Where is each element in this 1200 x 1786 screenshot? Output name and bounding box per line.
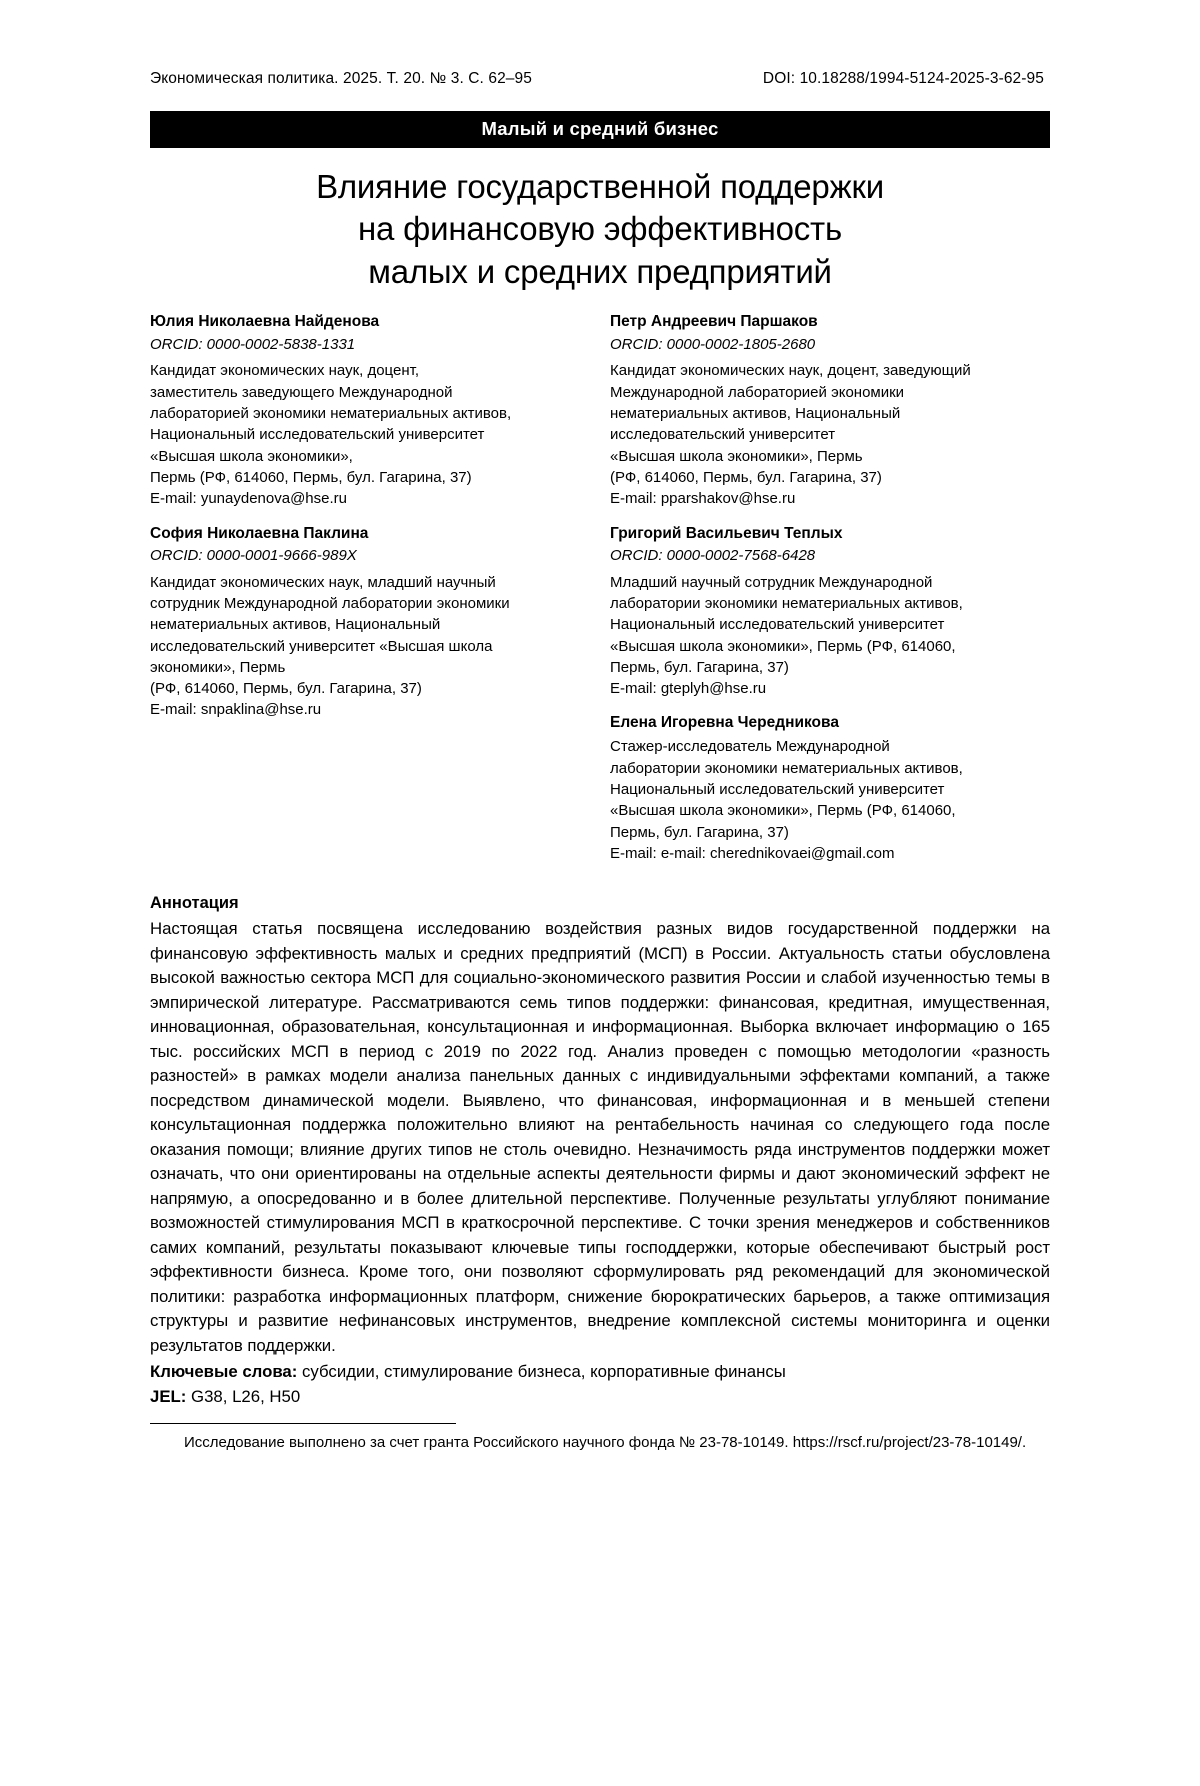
affiliation-line: сотрудник Международной лаборатории экономики — [150, 594, 510, 612]
funding-footnote — [150, 1432, 1050, 1453]
page-title — [150, 166, 1050, 295]
affiliation-line: нематериальных активов, Национальный — [150, 616, 441, 634]
affiliation-line: заместитель заведующего Международной — [150, 383, 453, 401]
authors-section — [150, 312, 1050, 878]
affiliation-line: Младший научный сотрудник Международной — [610, 573, 933, 591]
abstract-section — [150, 894, 1050, 1409]
affiliation-line: Кандидат экономических наук, доцент, — [150, 362, 419, 380]
jel-codes — [150, 1385, 1050, 1410]
affiliation-line: исследовательский университет — [610, 426, 836, 444]
author-email[interactable]: E-mail: snpaklina@hse.ru — [150, 701, 322, 719]
abstract-paragraph: Настоящая статья посвящена исследованию воздействия разных видов государственной поддержки на финансовую эффективность малых и средних предприятий (МСП) в России. Актуальность статьи обусловлена высокой важностью сектора МСП для социально-экономического развития России и слабой изученностью темы в эмпирической литературе. Рассматриваются семь типов поддержки: финансовая, кредитная, имущественная, инновационная, образовательная, консультационная и информационная. Выборка включает информацию о 165 тыс. российских МСП в период с 2019 по 2022 год. Анализ проведен с помощью методологии «разность разностей» в рамках модели анализа панельных данных с индивидуальными эффектами компаний, а также посредством динамической модели. Выявлено, что финансовая, информационная и в меньшей степени консультационная поддержка положительно влияют на рентабельность начиная со следующего года после оказания помощи; влияние других типов не столь очевидно. Незначимость ряда инструментов поддержки может означать, что они ориентированы на отдельные аспекты деятельности фирмы и дают экономический эффект не напрямую, а опосредованно и в более длительной перспективе. Полученные результаты углубляют понимание возможностей стимулирования МСП в краткосрочной перспективе. С точки зрения менеджеров и собственников самих компаний, результаты показывают ключевые типы господдержки, которые обеспечивают быстрый рост эффективности бизнеса. Кроме того, они позволяют сформулировать ряд рекомендаций для экономической политики: разработка информационных платформ, снижение бюрократических барьеров, а также оптимизация структуры и развитие нефинансовых инструментов, внедрение комплексной системы мониторинга и оценки результатов поддержки. — [150, 919, 1050, 1355]
author-affiliation — [610, 736, 1050, 842]
jel-label: JEL: — [150, 1386, 187, 1406]
affiliation-line: Национальный исследовательский университет — [610, 616, 945, 634]
affiliation-line: Национальный исследовательский университет — [150, 426, 485, 444]
author-orcid[interactable]: ORCID: 0000-0001-9666-989X — [150, 547, 357, 565]
author-name: Петр Андреевич Паршаков — [610, 313, 818, 331]
title-line-1: Влияние государственной поддержки — [316, 167, 884, 205]
affiliation-line: Стажер-исследователь Международной — [610, 738, 890, 756]
keywords-label: Ключевые слова: — [150, 1362, 298, 1382]
author-block — [610, 713, 1050, 864]
affiliation-line: Пермь, бул. Гагарина, 37) — [610, 658, 789, 676]
affiliation-line: Национальный исследовательский университет — [610, 780, 945, 798]
abstract-heading: Аннотация — [150, 894, 239, 913]
author-block — [610, 312, 1050, 509]
keywords — [150, 1360, 1050, 1385]
author-block — [610, 524, 1050, 700]
author-affiliation — [610, 572, 1050, 678]
affiliation-line: Пермь (РФ, 614060, Пермь, бул. Гагарина, 37) — [150, 468, 472, 486]
author-affiliation — [150, 360, 578, 488]
author-affiliation — [610, 360, 1050, 488]
author-orcid[interactable]: ORCID: 0000-0002-1805-2680 — [610, 336, 816, 354]
author-email[interactable]: E-mail: e-mail: cherednikovaei@gmail.com — [610, 844, 895, 862]
affiliation-line: нематериальных активов, Национальный — [610, 405, 901, 423]
author-email[interactable]: E-mail: gteplyh@hse.ru — [610, 680, 767, 698]
author-orcid[interactable]: ORCID: 0000-0002-7568-6428 — [610, 547, 816, 565]
author-block — [150, 312, 578, 509]
affiliation-line: лаборатории экономики нематериальных активов, — [610, 759, 963, 777]
affiliation-line: (РФ, 614060, Пермь, бул. Гагарина, 37) — [610, 468, 882, 486]
affiliation-line: «Высшая школа экономики», — [150, 447, 353, 465]
affiliation-line: «Высшая школа экономики», Пермь (РФ, 614060, — [610, 637, 956, 655]
title-line-3: малых и средних предприятий — [368, 253, 832, 291]
author-email[interactable]: E-mail: yunaydenova@hse.ru — [150, 490, 347, 508]
author-name: Елена Игоревна Чередникова — [610, 714, 839, 732]
title-line-2: на финансовую эффективность — [358, 210, 842, 248]
author-block — [150, 524, 578, 721]
authors-column-left — [150, 312, 600, 878]
affiliation-line: Кандидат экономических наук, доцент, заведующий — [610, 362, 971, 380]
section-banner: Малый и средний бизнес — [150, 111, 1050, 148]
affiliation-line: исследовательский университет «Высшая школа — [150, 637, 493, 655]
affiliation-line: «Высшая школа экономики», Пермь — [610, 447, 863, 465]
affiliation-line: экономики», Пермь — [150, 658, 286, 676]
author-name: Юлия Николаевна Найденова — [150, 313, 380, 331]
abstract-text — [150, 917, 1050, 1358]
author-affiliation — [150, 572, 578, 700]
footnote-text: Исследование выполнено за счет гранта Российского научного фонда № 23-78-10149. https://rscf.ru/project/23-78-10149/. — [184, 1434, 1027, 1452]
author-orcid[interactable]: ORCID: 0000-0002-5838-1331 — [150, 336, 356, 354]
author-name: Григорий Васильевич Теплых — [610, 524, 843, 542]
running-head — [150, 70, 1050, 89]
jel-value: G38, L26, H50 — [191, 1386, 301, 1406]
author-name: София Николаевна Паклина — [150, 524, 369, 542]
affiliation-line: лабораторией экономики нематериальных активов, — [150, 405, 512, 423]
affiliation-line: «Высшая школа экономики», Пермь (РФ, 614060, — [610, 802, 956, 820]
affiliation-line: Кандидат экономических наук, младший научный — [150, 573, 496, 591]
affiliation-line: (РФ, 614060, Пермь, бул. Гагарина, 37) — [150, 680, 422, 698]
affiliation-line: лаборатории экономики нематериальных активов, — [610, 594, 963, 612]
authors-column-right — [600, 312, 1050, 878]
footnote-divider — [150, 1423, 456, 1424]
affiliation-line: Пермь, бул. Гагарина, 37) — [610, 823, 789, 841]
affiliation-line: Международной лабораторией экономики — [610, 383, 905, 401]
doi: DOI: 10.18288/1994-5124-2025-3-62-95 — [762, 70, 1044, 87]
keywords-value: субсидии, стимулирование бизнеса, корпоративные финансы — [302, 1362, 786, 1382]
author-email[interactable]: E-mail: pparshakov@hse.ru — [610, 490, 796, 508]
journal-citation: Экономическая политика. 2025. Т. 20. № 3. С. 62–95 — [150, 70, 532, 87]
